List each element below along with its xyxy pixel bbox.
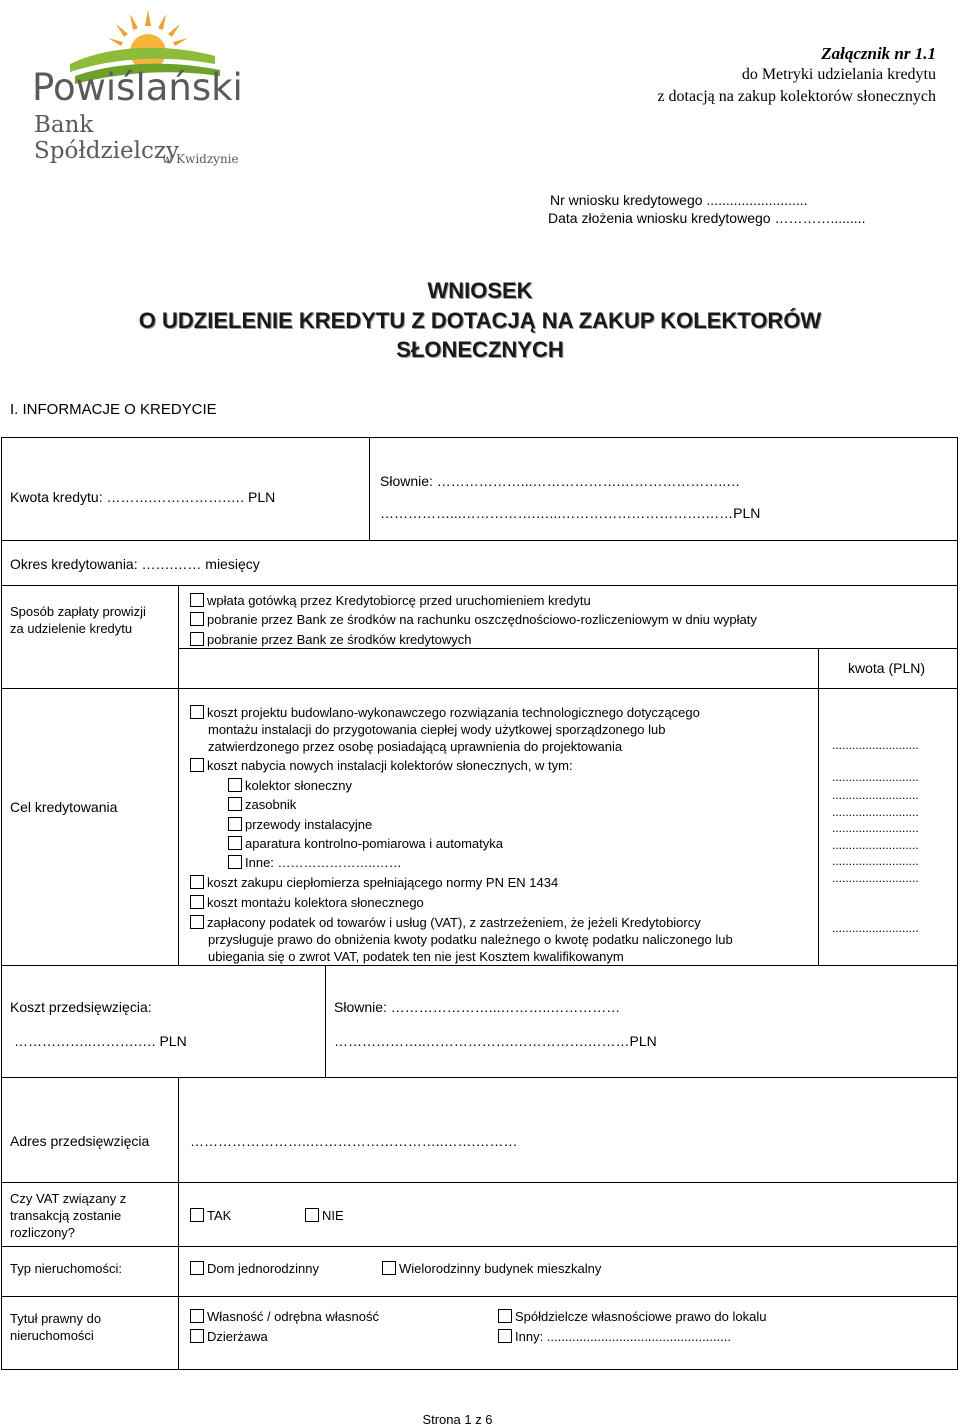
title-deed-cooperative[interactable]: Spółdzielcze własnościowe prawo do lokalu	[498, 1309, 766, 1325]
project-cost-field[interactable]: ……………..……….…. PLN	[14, 1033, 187, 1049]
checkbox-icon[interactable]	[498, 1309, 512, 1323]
bank-logo	[30, 4, 245, 174]
checkbox-icon[interactable]	[498, 1329, 512, 1343]
property-type-apartment-building[interactable]: Wielorodzinny budynek mieszkalny	[382, 1261, 601, 1277]
checkbox-icon[interactable]	[382, 1261, 396, 1275]
purpose-subitem-collector[interactable]: kolektor słoneczny	[228, 778, 352, 794]
loan-amount-words-line2[interactable]: ……………...…………….…...………………………….……PLN	[380, 505, 761, 521]
checkbox-icon[interactable]	[190, 632, 204, 646]
commission-label-line1: Sposób zapłaty prowizji	[10, 604, 146, 619]
loan-amount-field[interactable]: Kwota kredytu: ……….…………….…. PLN	[10, 489, 276, 505]
vat-question-line1: Czy VAT związany z	[10, 1191, 127, 1206]
amount-column-header: kwota (PLN)	[848, 660, 926, 676]
document-title-line2: O UDZIELENIE KREDYTU Z DOTACJĄ NA ZAKUP KOLEKTORÓW	[138, 308, 822, 333]
purpose-item-project-cost[interactable]: koszt projektu budowlano-wykonawczego rozwiązania technologicznego dotyczącego	[190, 705, 700, 721]
checkbox-icon[interactable]	[190, 758, 204, 772]
document-title-line1: WNIOSEK	[427, 278, 533, 303]
project-cost-words-line2[interactable]: ………………..……………….…………….………PLN	[334, 1033, 657, 1049]
purpose-item-project-cost-line3: zatwierdzonego przez osobę posiadającą uprawnienia do projektowania	[208, 739, 623, 754]
purpose-item-installation[interactable]: koszt nabycia nowych instalacji kolektorów słonecznych, w tym:	[190, 758, 573, 774]
purpose-subitem-other[interactable]: Inne: …………………..……	[228, 855, 402, 871]
amount-field-automation[interactable]: ..........................	[832, 838, 919, 852]
purpose-item-assembly[interactable]: koszt montażu kolektora słonecznego	[190, 895, 424, 911]
address-field[interactable]: ……………………..………………………..…….………	[190, 1133, 518, 1149]
property-type-house[interactable]: Dom jednorodzinny	[190, 1261, 319, 1277]
purpose-label: Cel kredytowania	[10, 799, 118, 815]
application-number: Nr wniosku kredytowego ..........................	[550, 192, 808, 208]
title-deed-label	[10, 1310, 101, 1344]
purpose-item-heat-meter[interactable]: koszt zakupu ciepłomierza spełniającego normy PN EN 1434	[190, 875, 558, 891]
document-title-line3: SŁONECZNYCH	[396, 337, 564, 362]
checkbox-icon[interactable]	[228, 778, 242, 792]
title-deed-label-line1: Tytuł prawny do	[10, 1311, 102, 1326]
purpose-subitem-automation[interactable]: aparatura kontrolno-pomiarowa i automatyka	[228, 836, 503, 852]
annex-line3: z dotacją na zakup kolektorów słonecznych	[657, 88, 936, 105]
vat-question-line2: transakcją zostanie	[10, 1208, 122, 1223]
amount-field-vat[interactable]: ..........................	[832, 921, 919, 935]
address-label: Adres przedsięwzięcia	[10, 1133, 150, 1149]
checkbox-icon[interactable]	[190, 895, 204, 909]
amount-field-tank[interactable]: ..........................	[832, 805, 919, 819]
purpose-subitem-pipes[interactable]: przewody instalacyjne	[228, 817, 372, 833]
amount-field-project[interactable]: ..........................	[832, 738, 919, 752]
checkbox-icon[interactable]	[190, 875, 204, 889]
checkbox-icon[interactable]	[190, 1208, 204, 1222]
checkbox-icon[interactable]	[190, 1309, 204, 1323]
purpose-subitem-tank[interactable]: zasobnik	[228, 797, 296, 813]
checkbox-icon[interactable]	[228, 797, 242, 811]
amount-field-installation[interactable]: ..........................	[832, 770, 919, 784]
purpose-item-vat-line3: ubiegania się o zwrot VAT, podatek ten nie jest Kosztem kwalifikowanym	[208, 949, 624, 964]
logo-subtitle: Bank Spółdzielczy	[34, 112, 179, 164]
title-deed-ownership[interactable]: Własność / odrębna własność	[190, 1309, 379, 1325]
checkbox-icon[interactable]	[228, 836, 242, 850]
commission-option-loan[interactable]: pobranie przez Bank ze środków kredytowych	[190, 632, 471, 648]
project-cost-words-label[interactable]: Słownie: …………………...………..……………	[334, 999, 621, 1015]
purpose-item-project-cost-line2: montażu instalacji do przygotowania ciepłej wody użytkowej sporządzonego lub	[208, 722, 666, 737]
vat-question	[10, 1190, 126, 1241]
checkbox-icon[interactable]	[190, 612, 204, 626]
logo-title: Powiślański	[32, 66, 243, 109]
title-deed-label-line2: nieruchomości	[10, 1328, 94, 1343]
checkbox-icon[interactable]	[190, 705, 204, 719]
project-cost-label: Koszt przedsięwzięcia:	[10, 999, 152, 1015]
vat-option-yes[interactable]: TAK	[190, 1208, 231, 1224]
checkbox-icon[interactable]	[305, 1208, 319, 1222]
vat-option-no[interactable]: NIE	[305, 1208, 344, 1224]
annex-label: Załącznik nr 1.1	[821, 44, 936, 63]
checkbox-icon[interactable]	[228, 855, 242, 869]
page-number: Strona 1 z 6	[422, 1412, 493, 1427]
title-deed-lease[interactable]: Dzierżawa	[190, 1329, 268, 1345]
commission-option-cash[interactable]: wpłata gotówką przez Kredytobiorcę przed uruchomieniem kredytu	[190, 593, 591, 609]
checkbox-icon[interactable]	[190, 1261, 204, 1275]
commission-label-line2: za udzielenie kredytu	[10, 621, 133, 636]
amount-field-heat-meter[interactable]: ..........................	[832, 871, 919, 885]
loan-period-field[interactable]: Okres kredytowania: …….…… miesięcy	[10, 556, 260, 572]
checkbox-icon[interactable]	[190, 593, 204, 607]
vat-question-line3: rozliczony?	[10, 1225, 76, 1240]
logo-city: w Kwidzynie	[162, 152, 239, 166]
loan-amount-words-label[interactable]: Słownie: ………………...……………….…………………..…	[380, 473, 741, 489]
section-heading: I. INFORMACJE O KREDYCIE	[10, 401, 217, 418]
checkbox-icon[interactable]	[190, 915, 204, 929]
amount-field-collector[interactable]: ..........................	[832, 788, 919, 802]
property-type-label: Typ nieruchomości:	[10, 1261, 122, 1276]
annex-line2: do Metryki udzielania kredytu	[741, 66, 936, 83]
amount-field-other[interactable]: ..........................	[832, 854, 919, 868]
checkbox-icon[interactable]	[190, 1329, 204, 1343]
title-deed-other[interactable]: Inny: ...................................................	[498, 1329, 731, 1345]
commission-label	[10, 603, 146, 637]
application-date: Data złożenia wniosku kredytowego ………….........	[548, 210, 866, 226]
amount-field-pipes[interactable]: ..........................	[832, 821, 919, 835]
commission-option-account[interactable]: pobranie przez Bank ze środków na rachunku oszczędnościowo-rozliczeniowym w dniu wypłaty	[190, 612, 757, 628]
purpose-item-vat-line2: przysługuje prawo do obniżenia kwoty podatku należnego o kwotę podatku naliczonego lub	[208, 932, 733, 947]
purpose-item-vat[interactable]: zapłacony podatek od towarów i usług (VAT), z zastrzeżeniem, że jeżeli Kredytobiorcy	[190, 915, 701, 931]
checkbox-icon[interactable]	[228, 817, 242, 831]
